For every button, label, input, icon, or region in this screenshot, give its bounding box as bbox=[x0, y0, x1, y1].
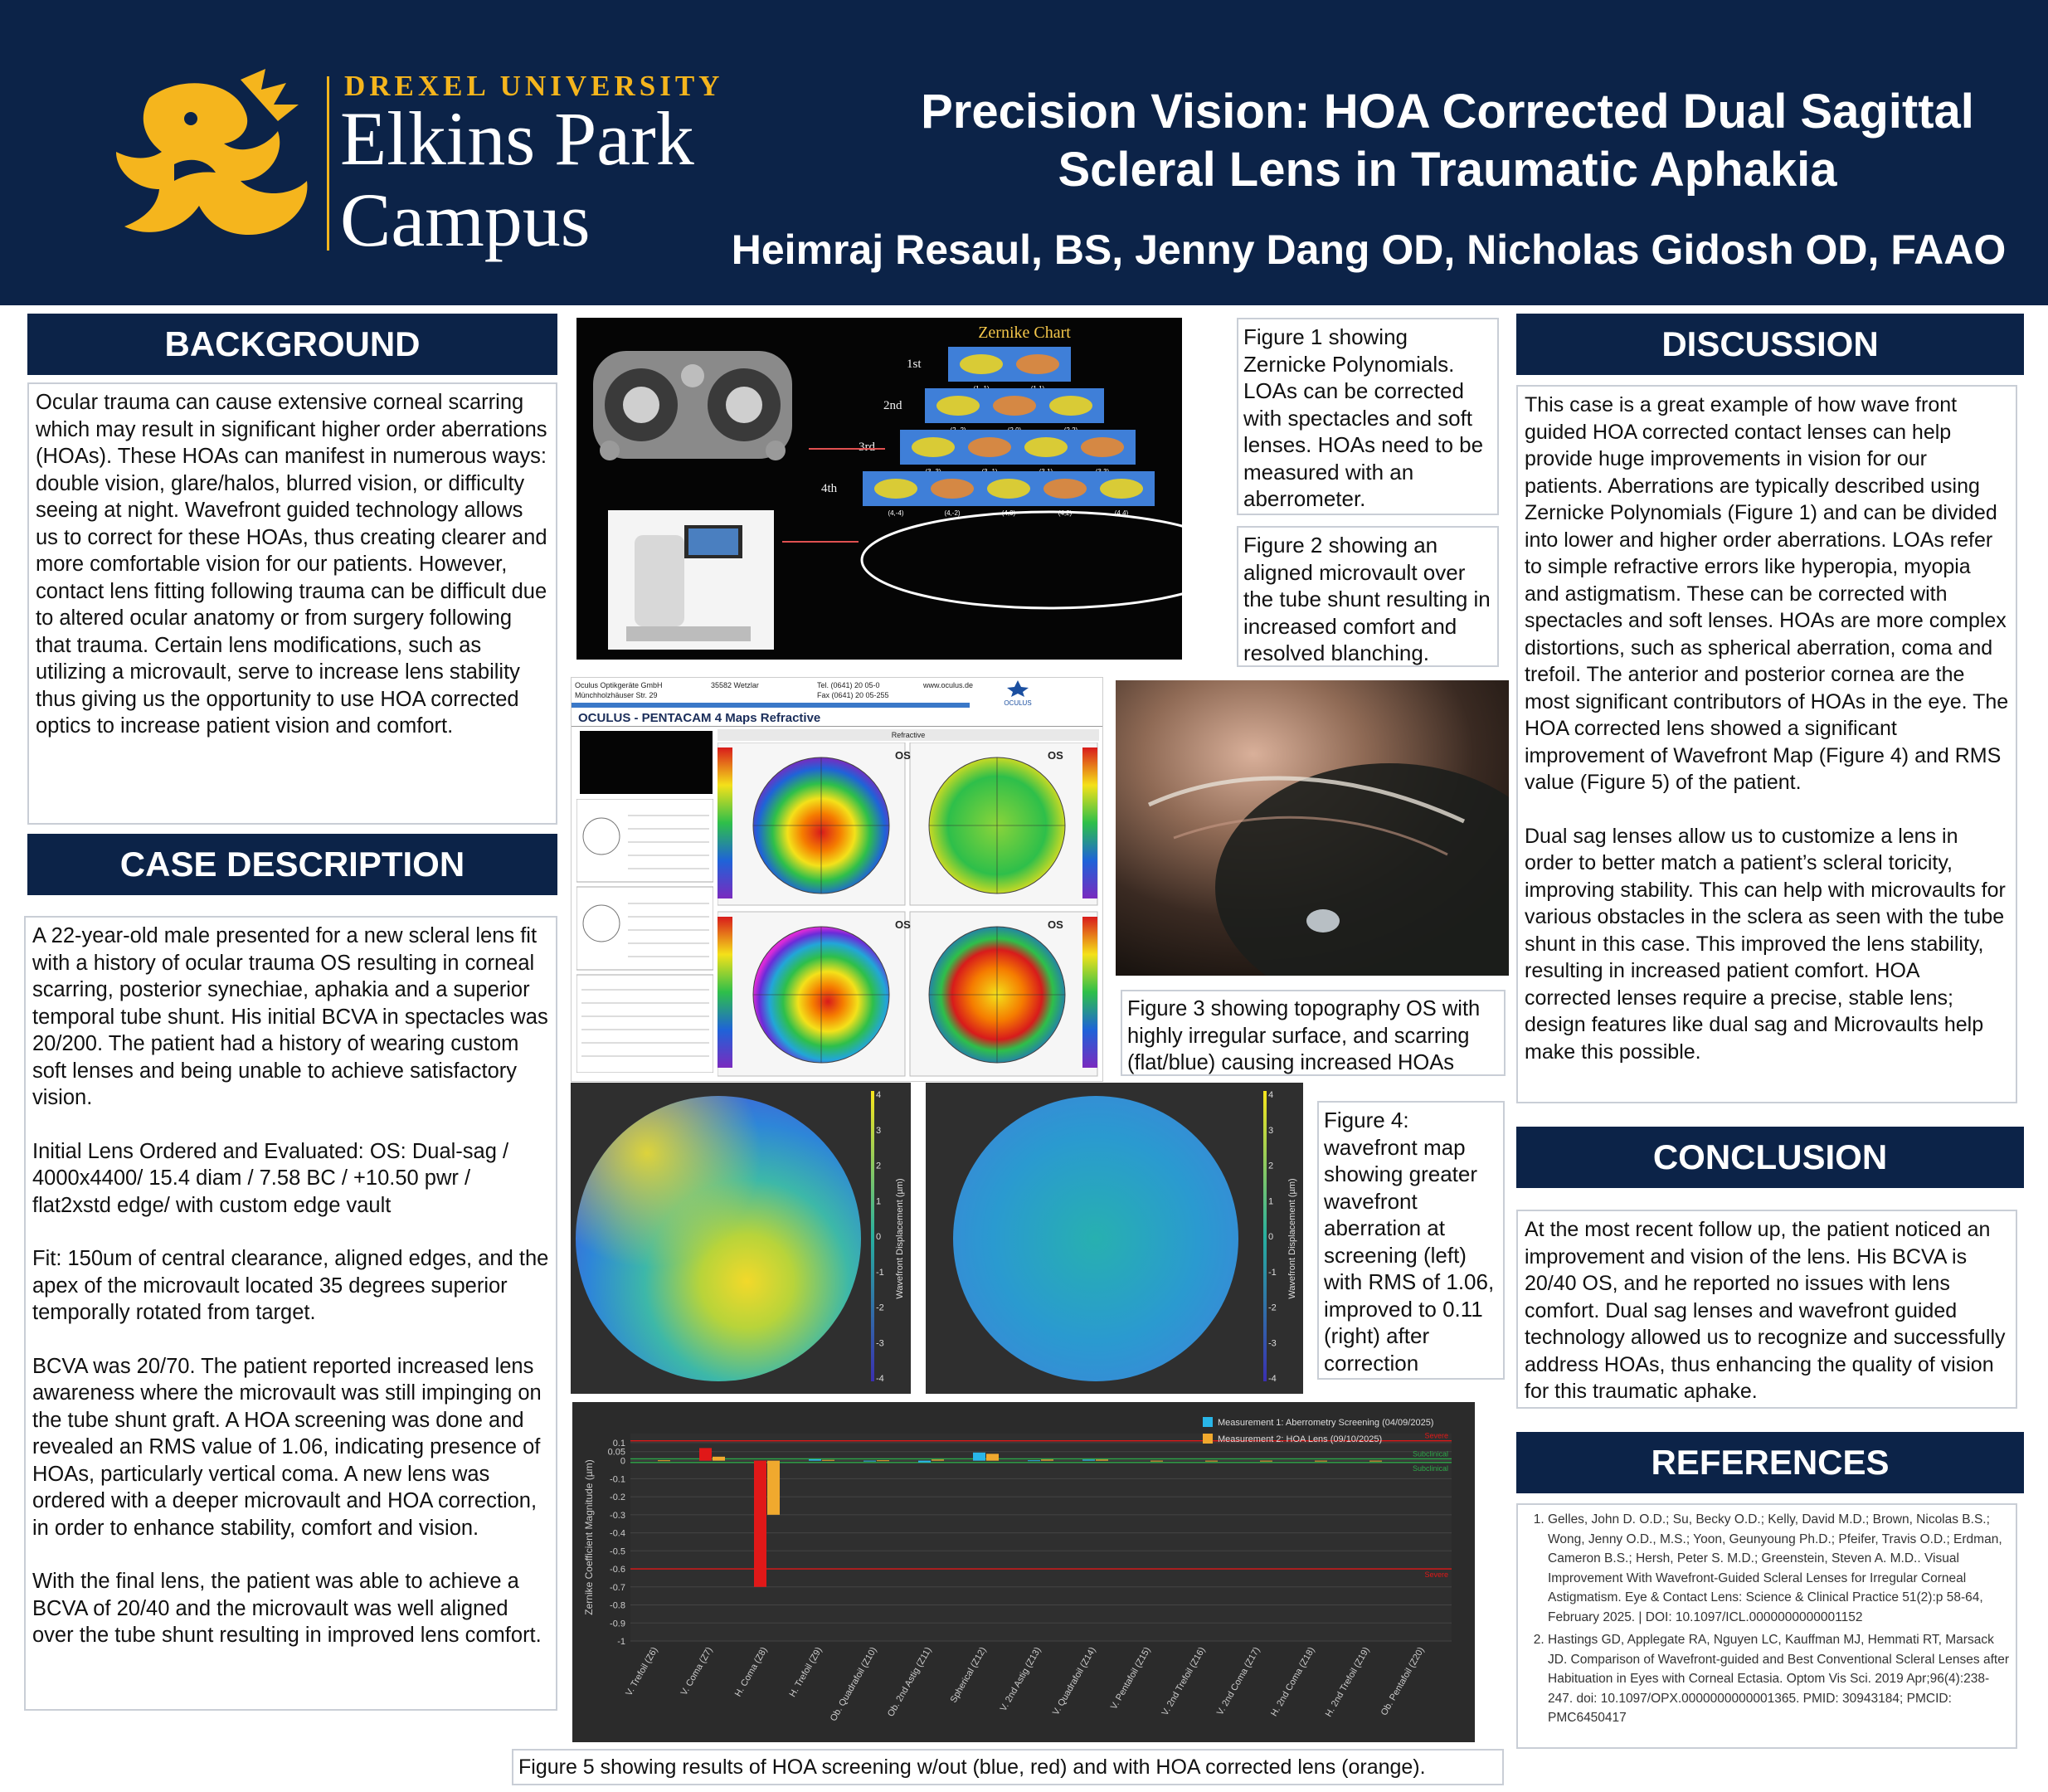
chart-bar bbox=[932, 1459, 944, 1460]
x-tick-label: V. Pentafoil (Z15) bbox=[1108, 1645, 1153, 1712]
y-tick-label: -0.4 bbox=[610, 1528, 625, 1539]
pentacam-tel: Tel. (0641) 20 05-0 bbox=[817, 681, 880, 689]
zernike-order-label: 3rd bbox=[859, 441, 875, 454]
wavefront-tick-label: 4 bbox=[1268, 1090, 1274, 1100]
pentacam-data-tables bbox=[576, 799, 713, 1073]
y-tick-label: -0.8 bbox=[610, 1600, 625, 1611]
pentacam-header-bar bbox=[572, 703, 970, 708]
y-tick-label: 0.1 bbox=[612, 1438, 625, 1449]
case-text: A 22-year-old male presented for a new scleral lens fit with a history of ocular trauma OS resulting in corneal scarring, posterior synechiae, aphakia and a superior temporal tube shunt. His initial BCVA in spectacles was 20/200. The patient had a history of wearing custom soft lenses and being unable to achieve satisfactory vision. Initial Lens Ordered and Evaluated: OS: Dual-sag / 4000x4400/ 15.4 diam / 7.58 BC / +10.50 pwr / flat2xstd edge/ with custom edge vault Fit: 150um of central clearance, aligned edges, and the apex of the microvault located 35 degrees superior temporally rotated from target. BCVA was 20/70. The patient reported increased lens awareness where the microvault was still impinging on the tube shunt graft. A HOA screening was done and revealed an RMS value of 1.06, indicating presence of HOAs, particularly vertical coma. A new lens was ordered with a deeper microvault and HOA correction, in order to enhance stability, comfort and vision. With the final lens, the patient was able to achieve a BCVA of 20/40 and the microvault was well aligned over the tube shunt resulting in improved lens comfort. bbox=[24, 916, 557, 1711]
pentacam-figure bbox=[571, 677, 1103, 1082]
pentacam-maps bbox=[718, 743, 1099, 1078]
data-table-graphic bbox=[576, 799, 713, 1073]
x-tick-label: V. Quadrafoil (Z14) bbox=[1050, 1645, 1098, 1717]
zernike-chart-figure bbox=[576, 318, 1182, 660]
y-tick-label: -0.3 bbox=[610, 1510, 625, 1521]
x-tick-label: H. Coma (Z8) bbox=[732, 1645, 770, 1699]
chart-bar bbox=[1082, 1459, 1095, 1460]
figure1-caption: Figure 1 showing Zernicke Polynomials. LOAs can be corrected with spectacles and soft lenses. HOAs need to be measured with an aberrometer. bbox=[1237, 318, 1499, 515]
references-heading: REFERENCES bbox=[1516, 1432, 2024, 1493]
reference-line-label: Severe bbox=[1424, 1431, 1448, 1440]
x-tick-label: Ob. Quadrafoil (Z10) bbox=[828, 1645, 879, 1723]
zernike-term-label: (4,0) bbox=[1001, 509, 1016, 517]
x-tick-label: Ob. 2nd Astig (Z11) bbox=[885, 1645, 934, 1719]
phoropter-icon bbox=[593, 351, 792, 460]
x-tick-label: H. Trefoil (Z9) bbox=[787, 1645, 825, 1699]
legend-label: Measurement 2: HOA Lens (09/10/2025) bbox=[1218, 1434, 1383, 1444]
zernike-chart-title: Zernike Chart bbox=[978, 324, 1071, 342]
legend-label: Measurement 1: Aberrometry Screening (04/09/2025) bbox=[1218, 1418, 1434, 1428]
chart-bar bbox=[658, 1460, 670, 1461]
wavefront-tick-label: -2 bbox=[1268, 1303, 1277, 1313]
wavefront-tick-label: 2 bbox=[876, 1161, 882, 1171]
chart-bar bbox=[918, 1461, 931, 1463]
wavefront-tick-label: -3 bbox=[876, 1338, 884, 1349]
zernike-surface-shape bbox=[912, 437, 955, 457]
y-axis-label: Zernike Coefficient Magnitude (µm) bbox=[583, 1459, 595, 1615]
oculus-logo-icon bbox=[1005, 679, 1030, 698]
figure5-caption: Figure 5 showing results of HOA screening w/out (blue, red) and with HOA corrected lens (orange). bbox=[512, 1749, 1504, 1785]
wavefront-tick-label: -1 bbox=[876, 1267, 884, 1278]
map3-eye-label: OS bbox=[895, 918, 911, 931]
x-tick-label: V. Trefoil (Z6) bbox=[624, 1645, 660, 1698]
zernike-surface-shape bbox=[968, 437, 1011, 457]
x-tick-label: H. 2nd Trefoil (Z19) bbox=[1323, 1645, 1372, 1719]
x-tick-label: V. 2nd Trefoil (Z16) bbox=[1160, 1645, 1208, 1718]
zernike-term-label: (4,2) bbox=[1058, 509, 1073, 517]
wavefront-axis-label: Wavefront Displacement (µm) bbox=[895, 1178, 905, 1299]
reference-item: 2. Hastings GD, Applegate RA, Nguyen LC, Kauffman MJ, Hemmati RT, Marsack JD. Comparison of Wavefront-guided and Best Conventional Scleral Lenses after Habituation in Eyes with Corneal Ectasia. Optom Vis Sci. 2019 Apr;96(4):238-247. doi: 10.1097/OPX.0000000000001365. PMID: 30943184; PMCID: PMC6450417 bbox=[1548, 1630, 2009, 1728]
university-name: DREXEL UNIVERSITY bbox=[344, 70, 724, 102]
wavefront-tick-label: 3 bbox=[876, 1125, 882, 1136]
x-tick-label: V. 2nd Coma (Z17) bbox=[1214, 1645, 1262, 1717]
map1-eye-label: OS bbox=[895, 749, 911, 762]
wavefront-tick-label: -1 bbox=[1268, 1267, 1277, 1278]
chart-bar bbox=[713, 1457, 725, 1461]
chart-bar bbox=[1369, 1461, 1382, 1462]
y-tick-label: 0 bbox=[620, 1456, 625, 1467]
chart-bar bbox=[1315, 1461, 1327, 1462]
y-tick-label: -0.6 bbox=[610, 1565, 625, 1575]
zernike-term-label: (4,4) bbox=[1114, 509, 1129, 517]
pentacam-eye-image bbox=[580, 731, 713, 794]
x-tick-label: V. 2nd Astig (Z13) bbox=[998, 1645, 1043, 1713]
pentacam-fax: Fax (0641) 20 05-255 bbox=[817, 691, 889, 699]
zernike-order-label: 4th bbox=[821, 482, 838, 495]
dragon-logo-icon bbox=[100, 65, 323, 256]
chart-bar bbox=[754, 1461, 766, 1587]
map4-eye-label: OS bbox=[1048, 918, 1063, 931]
chart-bar bbox=[973, 1453, 985, 1461]
pentacam-company: Oculus Optikgeräte GmbH bbox=[575, 681, 663, 689]
chart-bar bbox=[863, 1461, 876, 1462]
y-tick-label: -0.9 bbox=[610, 1619, 625, 1629]
wavefront-tick-label: 1 bbox=[1268, 1196, 1274, 1207]
chart-bar bbox=[1041, 1459, 1053, 1460]
oculus-brand: OCULUS bbox=[1001, 679, 1034, 707]
background-heading: BACKGROUND bbox=[27, 314, 557, 375]
reference-line-label: Subclinical bbox=[1412, 1449, 1448, 1458]
logo-divider bbox=[327, 76, 329, 251]
pentacam-web: www.oculus.de bbox=[923, 681, 974, 689]
figure4-caption: Figure 4: wavefront map showing greater wavefront aberration at screening (left) with RMS of 1.06, improved to 0.11 (right) after correction bbox=[1317, 1101, 1505, 1380]
poster-title: Precision Vision: HOA Corrected Dual Sagittal Scleral Lens in Traumatic Aphakia bbox=[921, 85, 1974, 197]
zernike-surface-shape bbox=[874, 479, 917, 499]
wavefront-tick-label: 2 bbox=[1268, 1161, 1274, 1171]
chart-bar bbox=[1150, 1461, 1163, 1462]
wavefront-tick-label: 0 bbox=[876, 1232, 882, 1242]
chart-bar bbox=[1096, 1459, 1108, 1460]
x-tick-label: Ob. Pentafoil (Z20) bbox=[1379, 1645, 1427, 1717]
chart-bar bbox=[822, 1460, 834, 1461]
zernike-surface-shape bbox=[993, 396, 1036, 416]
wavefront-tick-label: -4 bbox=[876, 1374, 884, 1384]
references-list bbox=[1516, 1503, 2017, 1749]
poster-header bbox=[0, 0, 2048, 305]
aberrometer-icon bbox=[608, 510, 774, 650]
zernike-surface-shape bbox=[960, 354, 1003, 374]
zernike-surface-shape bbox=[1049, 396, 1092, 416]
legend-swatch bbox=[1203, 1434, 1213, 1444]
chart-bar bbox=[877, 1460, 889, 1461]
zernike-surface-shape bbox=[1081, 437, 1124, 457]
conclusion-heading: CONCLUSION bbox=[1516, 1127, 2024, 1188]
wavefront-map-corrected bbox=[926, 1083, 1303, 1394]
x-tick-label: H. 2nd Coma (Z18) bbox=[1269, 1645, 1317, 1719]
chart-bar bbox=[1205, 1461, 1218, 1462]
zernike-surface-shape bbox=[1100, 479, 1143, 499]
wavefront-axis-label: Wavefront Displacement (µm) bbox=[1287, 1178, 1297, 1299]
discussion-text: This case is a great example of how wave front guided HOA corrected contact lenses can help provide huge improvements in vision for our patients. Aberrations are typically described using Zernicke Polynomials (Figure 1) and can be divided into lower and higher order aberrations. LOAs refer to simple refractive errors like hyperopia, myopia and astigmatism. These can be corrected with spectacles and soft lenses. HOAs are more complex distortions, such as spherical aberration, coma and trefoil. The anterior and posterior cornea are the most significant contributors of HOAs in the eye. The HOA corrected lens showed a significant improvement of Wavefront Map (Figure 4) and RMS value (Figure 5) of the patient. Dual sag lenses allow us to customize a lens in order to better match a patient’s scleral toricity, improving stability. This can help with microvaults for various obstacles in the sclera as seen with the tube shunt in this case. This improved the lens stability, resulting in increased patient comfort. HOA corrected lenses require a precise, stable lens; design features like dual sag and Microvaults help make this possible. bbox=[1516, 385, 2017, 1103]
conclusion-text: At the most recent follow up, the patient noticed an improvement and vision of the lens. His BCVA is 20/40 OS, and he reported no issues with lens comfort. Dual sag lenses and wavefront guided technology allowed us to recognize and successfully address HOAs, thus enhancing the quality of vision for this traumatic aphake. bbox=[1516, 1210, 2017, 1409]
y-tick-label: -0.7 bbox=[610, 1582, 625, 1593]
poster-authors: Heimraj Resaul, BS, Jenny Dang OD, Nicholas Gidosh OD, FAAO bbox=[731, 226, 2007, 273]
x-tick-label: V. Coma (Z7) bbox=[679, 1645, 715, 1697]
zernike-term-label: (4,-4) bbox=[888, 509, 904, 517]
zernike-surface-shape bbox=[936, 396, 980, 416]
y-tick-label: -1 bbox=[617, 1637, 625, 1647]
x-tick-label: Spherical (Z12) bbox=[948, 1645, 989, 1705]
zernike-term-label: (4,-2) bbox=[944, 509, 961, 517]
plot-area bbox=[630, 1431, 1452, 1641]
wavefront-tick-label: -3 bbox=[1268, 1338, 1277, 1349]
discussion-heading: DISCUSSION bbox=[1516, 314, 2024, 375]
reference-line-label: Severe bbox=[1424, 1570, 1448, 1580]
figure3-caption: Figure 3 showing topography OS with highly irregular surface, and scarring (flat/blue) causing increased HOAs bbox=[1121, 990, 1506, 1076]
map2-eye-label: OS bbox=[1048, 749, 1063, 762]
y-tick-label: -0.5 bbox=[610, 1546, 625, 1557]
campus-name: Elkins Park Campus bbox=[340, 96, 694, 262]
reference-item: 1. Gelles, John D. O.D.; Su, Becky O.D.; Kelly, David M.D.; Brown, Nicolas B.S.; Wong, Jenny O.D., M.S.; Yoon, Geunyoung Ph.D.; Pfeifer, Travis O.D.; Erdman, Cameron B.S.; Hersh, Peter S. M.D.; Greenstein, Steven A. M.D.. Visual Improvement With Wavefront-Guided Scleral Lenses for Irregular Corneal Astigmatism. Eye & Contact Lens: Science & Clinical Practice 51(2):p 58-64, February 2025. | DOI: 10.1097/ICL.0000000000001152 bbox=[1548, 1510, 2009, 1627]
zernike-surface-shape bbox=[987, 479, 1030, 499]
wavefront-map-screening bbox=[571, 1083, 911, 1394]
background-text: Ocular trauma can cause extensive corneal scarring which may result in significant higher order aberrations (HOAs). These HOAs can manifest in numerous ways: double vision, glare/halos, blurred vision, or difficulty seeing at night. Wavefront guided technology allows us to correct for these HOAs, thus creating clearer and more comfortable vision for our patients. However, contact lens fitting following trauma can be difficult due to altered ocular anatomy or from surgery following that trauma. Certain lens modifications, such as utilizing a microvault, serve to increase lens stability thus giving us the opportunity to use HOA corrected optics to increase patient vision and comfort. bbox=[27, 382, 557, 825]
chart-bar bbox=[699, 1448, 712, 1460]
figure2-caption: Figure 2 showing an aligned microvault over the tube shunt resulting in increased comfort and resolved blanching. bbox=[1237, 526, 1499, 667]
legend-swatch bbox=[1203, 1417, 1213, 1427]
y-tick-label: 0.05 bbox=[607, 1447, 625, 1458]
wavefront-tick-label: 0 bbox=[1268, 1232, 1274, 1242]
zernike-surface-shape bbox=[1016, 354, 1059, 374]
chart-bar bbox=[1260, 1461, 1272, 1462]
zernike-order-label: 1st bbox=[907, 358, 922, 371]
zernike-surface-shape bbox=[1024, 437, 1068, 457]
wavefront-tick-label: 4 bbox=[876, 1090, 882, 1100]
zernike-surface-shape bbox=[1043, 479, 1087, 499]
chart-bar bbox=[809, 1459, 821, 1461]
zernike-bar-chart bbox=[572, 1402, 1475, 1742]
pentacam-title: OCULUS - PENTACAM 4 Maps Refractive bbox=[578, 711, 821, 725]
y-tick-label: -0.2 bbox=[610, 1493, 625, 1503]
chart-bar bbox=[986, 1454, 999, 1460]
y-tick-label: -0.1 bbox=[610, 1474, 625, 1485]
wavefront-tick-label: -2 bbox=[876, 1303, 884, 1313]
pentacam-subtitle: Refractive bbox=[718, 729, 1099, 741]
wavefront-tick-label: -4 bbox=[1268, 1374, 1277, 1384]
pentacam-rule bbox=[572, 726, 1103, 727]
case-heading: CASE DESCRIPTION bbox=[27, 834, 557, 895]
pentacam-city: 35582 Wetzlar bbox=[711, 681, 759, 689]
chart-bar bbox=[767, 1461, 780, 1515]
zernike-surface-shape bbox=[931, 479, 974, 499]
pentacam-address: Münchholzhäuser Str. 29 bbox=[575, 691, 658, 699]
slit-lamp-photo bbox=[1116, 680, 1509, 976]
wavefront-tick-label: 1 bbox=[876, 1196, 882, 1207]
reference-line-label: Subclinical bbox=[1412, 1463, 1448, 1473]
zernike-order-label: 2nd bbox=[883, 399, 902, 412]
wavefront-tick-label: 3 bbox=[1268, 1125, 1274, 1136]
chart-bar bbox=[1028, 1460, 1040, 1461]
